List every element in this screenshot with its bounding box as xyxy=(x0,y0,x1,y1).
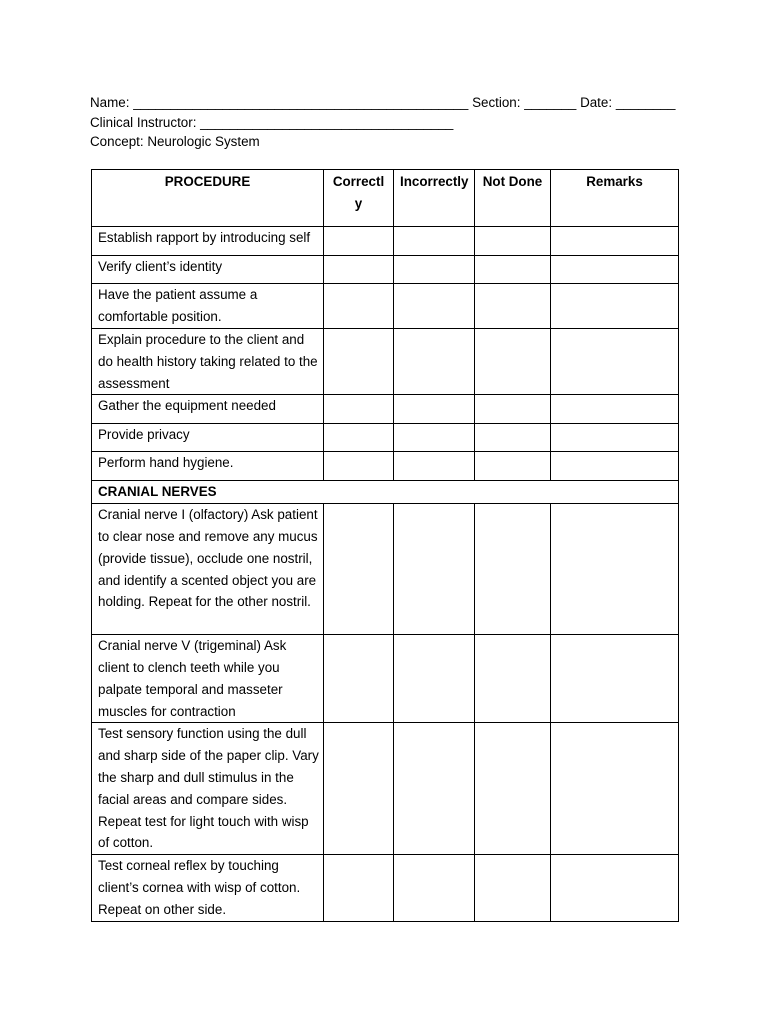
table-row xyxy=(92,395,679,424)
table-row xyxy=(92,452,679,481)
name-label: Name: xyxy=(90,95,130,110)
procedure-cell: Cranial nerve V (trigeminal) Ask client to clench teeth while you palpate temporal and masseter muscles for contraction xyxy=(92,635,324,723)
correctly-cell[interactable] xyxy=(324,855,394,921)
column-header-correctly-line2: y xyxy=(354,195,363,211)
column-header-incorrectly: Incorrectly xyxy=(394,170,475,227)
form-header xyxy=(90,93,690,152)
instructor-line xyxy=(90,113,690,133)
correctly-cell[interactable] xyxy=(324,284,394,329)
remarks-cell[interactable] xyxy=(551,452,679,481)
procedure-cell: Explain procedure to the client and do health history taking related to the assessment xyxy=(92,329,324,395)
remarks-cell[interactable] xyxy=(551,329,679,395)
correctly-cell[interactable] xyxy=(324,635,394,723)
procedure-cell: Test corneal reflex by touching client’s cornea with wisp of cotton. Repeat on other side. xyxy=(92,855,324,921)
section-field[interactable]: _______ xyxy=(524,95,577,110)
name-field[interactable]: _____________________________________________ xyxy=(133,95,469,110)
table-row xyxy=(92,256,679,284)
not-done-cell[interactable] xyxy=(475,284,551,329)
incorrectly-cell[interactable] xyxy=(394,227,475,256)
date-field[interactable]: ________ xyxy=(615,95,676,110)
concept-line: Concept: Neurologic System xyxy=(90,134,260,149)
correctly-cell[interactable] xyxy=(324,723,394,855)
table-row xyxy=(92,329,679,395)
name-section-date-line xyxy=(90,93,690,113)
column-header-procedure: PROCEDURE xyxy=(92,170,324,227)
incorrectly-cell[interactable] xyxy=(394,452,475,481)
not-done-cell[interactable] xyxy=(475,424,551,452)
instructor-field[interactable]: __________________________________ xyxy=(200,114,454,130)
procedure-cell: Cranial nerve I (olfactory) Ask patient to clear nose and remove any mucus (provide tissue), occlude one nostril, and identify a scented object you are holding. Repeat for the other nostril. xyxy=(92,504,324,635)
incorrectly-cell[interactable] xyxy=(394,635,475,723)
procedure-cell: Test sensory function using the dull and sharp side of the paper clip. Vary the sharp and dull stimulus in the facial areas and compare sides. Repeat test for light touch with wisp of cotton. xyxy=(92,723,324,855)
correctly-cell[interactable] xyxy=(324,227,394,256)
not-done-cell[interactable] xyxy=(475,395,551,424)
not-done-cell[interactable] xyxy=(475,635,551,723)
column-header-remarks: Remarks xyxy=(551,170,679,227)
incorrectly-cell[interactable] xyxy=(394,329,475,395)
remarks-cell[interactable] xyxy=(551,504,679,635)
correctly-cell[interactable] xyxy=(324,504,394,635)
incorrectly-cell[interactable] xyxy=(394,284,475,329)
table-row xyxy=(92,504,679,635)
procedure-cell: Gather the equipment needed xyxy=(92,395,324,424)
correctly-cell[interactable] xyxy=(324,395,394,424)
date-label: Date: xyxy=(580,95,613,110)
table-row xyxy=(92,723,679,855)
incorrectly-cell[interactable] xyxy=(394,723,475,855)
section-label: Section: xyxy=(472,95,521,110)
not-done-cell[interactable] xyxy=(475,855,551,921)
remarks-cell[interactable] xyxy=(551,723,679,855)
correctly-cell[interactable] xyxy=(324,329,394,395)
remarks-cell[interactable] xyxy=(551,227,679,256)
procedure-cell: Establish rapport by introducing self xyxy=(92,227,324,256)
correctly-cell[interactable] xyxy=(324,256,394,284)
procedure-checklist-table xyxy=(91,169,679,922)
incorrectly-cell[interactable] xyxy=(394,855,475,921)
remarks-cell[interactable] xyxy=(551,635,679,723)
table-row xyxy=(92,855,679,921)
not-done-cell[interactable] xyxy=(475,329,551,395)
section-heading: CRANIAL NERVES xyxy=(92,481,679,504)
procedure-cell: Have the patient assume a comfortable position. xyxy=(92,284,324,329)
remarks-cell[interactable] xyxy=(551,284,679,329)
instructor-label: Clinical Instructor: xyxy=(90,114,197,130)
incorrectly-cell[interactable] xyxy=(394,504,475,635)
not-done-cell[interactable] xyxy=(475,256,551,284)
column-header-correctly xyxy=(324,170,394,227)
procedure-cell: Provide privacy xyxy=(92,424,324,452)
procedure-cell: Perform hand hygiene. xyxy=(92,452,324,481)
table-row xyxy=(92,227,679,256)
incorrectly-cell[interactable] xyxy=(394,424,475,452)
table-row xyxy=(92,284,679,329)
remarks-cell[interactable] xyxy=(551,395,679,424)
procedure-cell: Verify client’s identity xyxy=(92,256,324,284)
not-done-cell[interactable] xyxy=(475,723,551,855)
remarks-cell[interactable] xyxy=(551,424,679,452)
not-done-cell[interactable] xyxy=(475,227,551,256)
incorrectly-cell[interactable] xyxy=(394,395,475,424)
remarks-cell[interactable] xyxy=(551,256,679,284)
not-done-cell[interactable] xyxy=(475,452,551,481)
remarks-cell[interactable] xyxy=(551,855,679,921)
incorrectly-cell[interactable] xyxy=(394,256,475,284)
correctly-cell[interactable] xyxy=(324,424,394,452)
not-done-cell[interactable] xyxy=(475,504,551,635)
correctly-cell[interactable] xyxy=(324,452,394,481)
column-header-not-done: Not Done xyxy=(475,170,551,227)
table-row xyxy=(92,635,679,723)
section-row-cranial-nerves xyxy=(92,481,679,504)
table-row xyxy=(92,424,679,452)
table-header-row xyxy=(92,170,679,227)
column-header-correctly-line1: Correctl xyxy=(332,174,385,189)
